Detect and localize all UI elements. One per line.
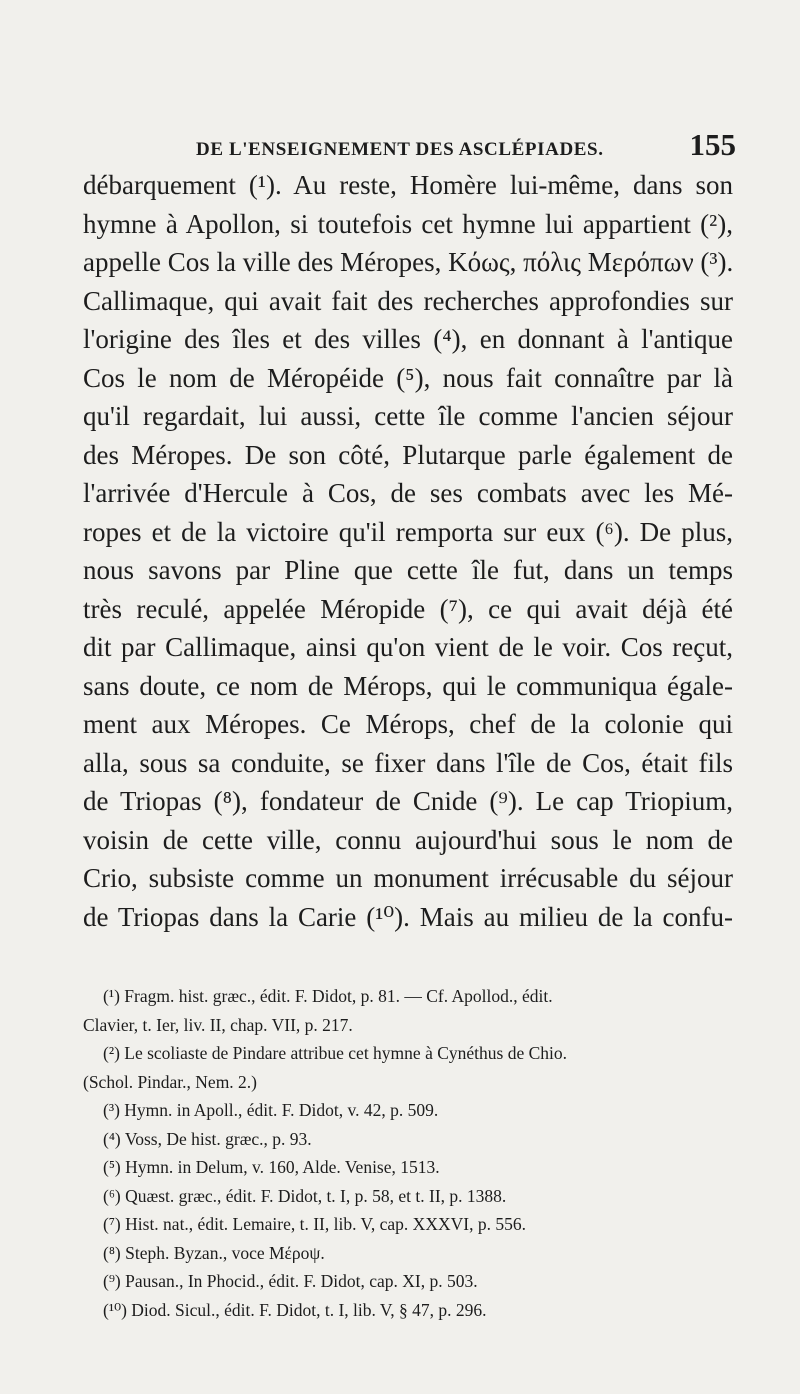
page-header <box>196 127 736 161</box>
footnote: (⁸) Steph. Byzan., voce Μέροψ. <box>103 1242 325 1263</box>
text-line: sans doute, ce nom de Mérops, qui le communiqua égale- <box>83 670 733 701</box>
footnote: (³) Hymn. in Apoll., édit. F. Didot, v. 42, p. 509. <box>103 1100 439 1120</box>
text-line: dit par Callimaque, ainsi qu'on vient de le voir. Cos reçut, <box>83 632 733 662</box>
footnote: (⁷) Hist. nat., édit. Lemaire, t. II, lib. V, cap. XXXVI, p. 556. <box>103 1214 526 1234</box>
text-line: Crio, subsiste comme un monument irrécusable du séjour <box>83 863 733 893</box>
footnote: (⁴) Voss, De hist. græc., p. 93. <box>103 1128 312 1149</box>
text-line: nous savons par Pline que cette île fut, dans un temps <box>83 555 733 585</box>
footnote: (⁹) Pausan., In Phocid., édit. F. Didot, cap. XI, p. 503. <box>103 1271 478 1291</box>
page-number: 155 <box>689 127 736 162</box>
text-line: alla, sous sa conduite, se fixer dans l'île de Cos, était fils <box>83 747 733 778</box>
text-line: ment aux Méropes. Ce Mérops, chef de la colonie qui <box>83 709 733 739</box>
body-text <box>83 166 733 936</box>
footnote: (¹) Fragm. hist. græc., édit. F. Didot, p. 81. — Cf. Apollod., édit. <box>103 986 553 1006</box>
text-line: très reculé, appelée Méropide (⁷), ce qui avait déjà été <box>83 593 733 624</box>
text-line: Cos le nom de Méropéide (⁵), nous fait connaître par là <box>83 362 733 393</box>
text-line: de Triopas (⁸), fondateur de Cnide (⁹). Le cap Triopium, <box>83 786 733 816</box>
footnote: (⁶) Quæst. græc., édit. F. Didot, t. I, p. 58, et t. II, p. 1388. <box>103 1185 507 1206</box>
text-line: l'origine des îles et des villes (⁴), en donnant à l'antique <box>83 324 733 354</box>
footnotes <box>83 982 733 1324</box>
footnote: (¹⁰) Diod. Sicul., édit. F. Didot, t. I, lib. V, § 47, p. 296. <box>103 1299 487 1320</box>
text-line: des Méropes. De son côté, Plutarque parle également de <box>83 439 733 470</box>
footnote: (²) Le scoliaste de Pindare attribue cet hymne à Cynéthus de Chio. <box>103 1043 567 1063</box>
text-line: hymne à Apollon, si toutefois cet hymne lui appartient (²), <box>83 208 733 239</box>
text-line: débarquement (¹). Au reste, Homère lui-même, dans son <box>83 170 733 200</box>
text-line: Callimaque, qui avait fait des recherches approfondies sur <box>83 285 733 316</box>
text-line: voisin de cette ville, connu aujourd'hui sous le nom de <box>83 824 733 855</box>
text-line: qu'il regardait, lui aussi, cette île comme l'ancien séjour <box>83 401 733 431</box>
text-line: l'arrivée d'Hercule à Cos, de ses combats avec les Mé- <box>83 478 733 508</box>
text-line: ropes et de la victoire qu'il remporta sur eux (⁶). De plus, <box>83 516 733 547</box>
running-title: DE L'ENSEIGNEMENT DES ASCLÉPIADES. <box>196 139 604 160</box>
footnote: (Schol. Pindar., Nem. 2.) <box>83 1071 258 1092</box>
footnote: (⁵) Hymn. in Delum, v. 160, Alde. Venise, 1513. <box>103 1157 440 1177</box>
text-line: appelle Cos la ville des Méropes, Κόως, πόλις Μερόπων (³). <box>83 247 733 277</box>
text-line: de Triopas dans la Carie (¹⁰). Mais au milieu de la confu- <box>83 901 733 932</box>
footnote: Clavier, t. Ier, liv. II, chap. VII, p. 217. <box>83 1014 353 1035</box>
